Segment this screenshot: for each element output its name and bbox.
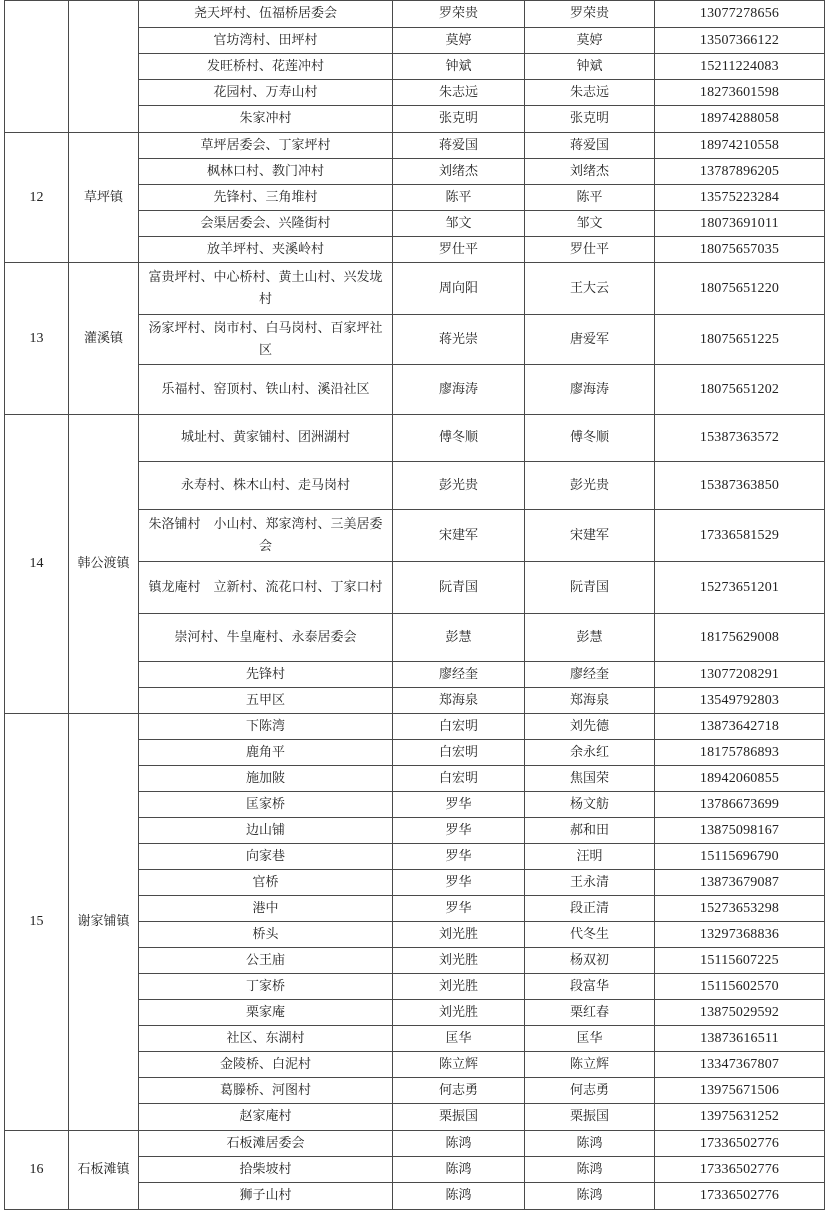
leader-cell: 刘光胜: [393, 922, 525, 948]
leader-cell: 蒋爱国: [393, 133, 525, 159]
villages-cell: 尧天坪村、伍福桥居委会: [139, 1, 393, 28]
phone-number-cell: 18075651225: [655, 315, 825, 365]
leader-cell: 刘光胜: [393, 974, 525, 1000]
phone-number-cell: 13787896205: [655, 159, 825, 185]
leader-cell: 白宏明: [393, 714, 525, 740]
villages-cell: 乐福村、窑顶村、铁山村、溪沿社区: [139, 365, 393, 415]
group-number-cell: 16: [5, 1131, 69, 1210]
phone-number-cell: 15115602570: [655, 974, 825, 1000]
villages-cell: 五甲区: [139, 688, 393, 714]
phone-number-cell: 18942060855: [655, 766, 825, 792]
contact-person-cell: 傅冬顺: [525, 415, 655, 462]
contact-person-cell: 栗红春: [525, 1000, 655, 1026]
leader-cell: 栗振国: [393, 1104, 525, 1131]
contact-person-cell: 段正清: [525, 896, 655, 922]
phone-number-cell: 13077208291: [655, 662, 825, 688]
town-name-cell: 草坪镇: [69, 133, 139, 263]
leader-cell: 陈平: [393, 185, 525, 211]
phone-number-cell: 13975631252: [655, 1104, 825, 1131]
contact-person-cell: 廖海涛: [525, 365, 655, 415]
villages-cell: 边山铺: [139, 818, 393, 844]
contact-person-cell: 郝和田: [525, 818, 655, 844]
table-row: [5, 714, 825, 740]
leader-cell: 蒋光崇: [393, 315, 525, 365]
villages-cell: 先锋村: [139, 662, 393, 688]
phone-number-cell: 13875029592: [655, 1000, 825, 1026]
table-row: [5, 415, 825, 462]
contact-person-cell: 廖经奎: [525, 662, 655, 688]
table-row: [5, 133, 825, 159]
leader-cell: 罗仕平: [393, 237, 525, 263]
phone-number-cell: 13077278656: [655, 1, 825, 28]
contact-person-cell: 栗振国: [525, 1104, 655, 1131]
phone-number-cell: 13873642718: [655, 714, 825, 740]
table-body: [5, 1, 825, 1210]
contact-person-cell: 陈平: [525, 185, 655, 211]
phone-number-cell: 18175629008: [655, 614, 825, 662]
villages-cell: 朱家冲村: [139, 106, 393, 133]
villages-cell: 花园村、万寿山村: [139, 80, 393, 106]
contact-person-cell: 陈鸿: [525, 1157, 655, 1183]
villages-cell: 栗家庵: [139, 1000, 393, 1026]
town-name-cell: 韩公渡镇: [69, 415, 139, 714]
villages-cell: 鹿角平: [139, 740, 393, 766]
villages-cell: 富贵坪村、中心桥村、黄土山村、兴发垅村: [139, 263, 393, 315]
contact-person-cell: 王大云: [525, 263, 655, 315]
phone-number-cell: 18075651220: [655, 263, 825, 315]
phone-number-cell: 15273653298: [655, 896, 825, 922]
table-row: [5, 1131, 825, 1157]
contact-person-cell: 陈鸿: [525, 1131, 655, 1157]
villages-cell: 拾柴坡村: [139, 1157, 393, 1183]
leader-cell: 罗华: [393, 844, 525, 870]
leader-cell: 白宏明: [393, 740, 525, 766]
contact-person-cell: 陈立辉: [525, 1052, 655, 1078]
contact-person-cell: 莫婷: [525, 28, 655, 54]
villages-cell: 镇龙庵村 立新村、流花口村、丁家口村: [139, 562, 393, 614]
phone-number-cell: 18273601598: [655, 80, 825, 106]
villages-cell: 葛滕桥、河图村: [139, 1078, 393, 1104]
leader-cell: 彭光贵: [393, 462, 525, 510]
villages-cell: 草坪居委会、丁家坪村: [139, 133, 393, 159]
leader-cell: 刘光胜: [393, 1000, 525, 1026]
contact-person-cell: 罗仕平: [525, 237, 655, 263]
contact-person-cell: 唐爱军: [525, 315, 655, 365]
leader-cell: 刘绪杰: [393, 159, 525, 185]
contact-person-cell: 何志勇: [525, 1078, 655, 1104]
leader-cell: 宋建军: [393, 510, 525, 562]
villages-cell: 城址村、黄家铺村、团洲湖村: [139, 415, 393, 462]
leader-cell: 陈鸿: [393, 1183, 525, 1210]
villages-cell: 向家巷: [139, 844, 393, 870]
contact-person-cell: 刘先德: [525, 714, 655, 740]
leader-cell: 陈鸿: [393, 1157, 525, 1183]
phone-number-cell: 13347367807: [655, 1052, 825, 1078]
villages-cell: 金陵桥、白泥村: [139, 1052, 393, 1078]
contact-person-cell: 张克明: [525, 106, 655, 133]
phone-number-cell: 17336581529: [655, 510, 825, 562]
contact-person-cell: 匡华: [525, 1026, 655, 1052]
leader-cell: 周向阳: [393, 263, 525, 315]
table-row: [5, 263, 825, 315]
leader-cell: 罗华: [393, 818, 525, 844]
phone-number-cell: 18075657035: [655, 237, 825, 263]
phone-number-cell: 17336502776: [655, 1183, 825, 1210]
phone-number-cell: 13549792803: [655, 688, 825, 714]
phone-number-cell: 18175786893: [655, 740, 825, 766]
villages-cell: 下陈湾: [139, 714, 393, 740]
contact-person-cell: 陈鸿: [525, 1183, 655, 1210]
contact-person-cell: 彭光贵: [525, 462, 655, 510]
leader-cell: 罗华: [393, 792, 525, 818]
leader-cell: 刘光胜: [393, 948, 525, 974]
villages-cell: 会渠居委会、兴隆街村: [139, 211, 393, 237]
villages-cell: 朱洛铺村 小山村、郑家湾村、三美居委会: [139, 510, 393, 562]
villages-cell: 崇河村、牛皇庵村、永泰居委会: [139, 614, 393, 662]
town-name-cell: [69, 1, 139, 133]
town-name-cell: 灌溪镇: [69, 263, 139, 415]
villages-cell: 社区、东湖村: [139, 1026, 393, 1052]
contact-person-cell: 蒋爱国: [525, 133, 655, 159]
phone-number-cell: 13875098167: [655, 818, 825, 844]
contact-person-cell: 代冬生: [525, 922, 655, 948]
phone-number-cell: 15115696790: [655, 844, 825, 870]
phone-number-cell: 15211224083: [655, 54, 825, 80]
villages-cell: 发旺桥村、花莲冲村: [139, 54, 393, 80]
villages-cell: 先锋村、三角堆村: [139, 185, 393, 211]
leader-cell: 张克明: [393, 106, 525, 133]
villages-cell: 官桥: [139, 870, 393, 896]
contact-person-cell: 焦国荣: [525, 766, 655, 792]
phone-number-cell: 15387363850: [655, 462, 825, 510]
leader-cell: 陈鸿: [393, 1131, 525, 1157]
leader-cell: 莫婷: [393, 28, 525, 54]
contact-person-cell: 宋建军: [525, 510, 655, 562]
villages-cell: 官坊湾村、田坪村: [139, 28, 393, 54]
phone-number-cell: 13873679087: [655, 870, 825, 896]
leader-cell: 郑海泉: [393, 688, 525, 714]
town-name-cell: 谢家铺镇: [69, 714, 139, 1131]
phone-number-cell: 15273651201: [655, 562, 825, 614]
villages-cell: 公王庙: [139, 948, 393, 974]
group-number-cell: [5, 1, 69, 133]
table-row: [5, 1, 825, 28]
phone-number-cell: 13575223284: [655, 185, 825, 211]
phone-number-cell: 13297368836: [655, 922, 825, 948]
phone-number-cell: 17336502776: [655, 1131, 825, 1157]
villages-cell: 桥头: [139, 922, 393, 948]
phone-number-cell: 13873616511: [655, 1026, 825, 1052]
leader-cell: 白宏明: [393, 766, 525, 792]
leader-cell: 廖经奎: [393, 662, 525, 688]
villages-cell: 匡家桥: [139, 792, 393, 818]
contact-table: [4, 0, 825, 1210]
phone-number-cell: 13786673699: [655, 792, 825, 818]
contact-person-cell: 段富华: [525, 974, 655, 1000]
phone-number-cell: 17336502776: [655, 1157, 825, 1183]
leader-cell: 罗华: [393, 896, 525, 922]
contact-person-cell: 余永红: [525, 740, 655, 766]
contact-person-cell: 钟斌: [525, 54, 655, 80]
contact-person-cell: 邹文: [525, 211, 655, 237]
leader-cell: 何志勇: [393, 1078, 525, 1104]
villages-cell: 丁家桥: [139, 974, 393, 1000]
leader-cell: 罗华: [393, 870, 525, 896]
contact-person-cell: 罗荣贵: [525, 1, 655, 28]
leader-cell: 朱志远: [393, 80, 525, 106]
contact-person-cell: 郑海泉: [525, 688, 655, 714]
villages-cell: 永寿村、株木山村、走马岗村: [139, 462, 393, 510]
phone-number-cell: 18974210558: [655, 133, 825, 159]
villages-cell: 狮子山村: [139, 1183, 393, 1210]
group-number-cell: 12: [5, 133, 69, 263]
leader-cell: 傅冬顺: [393, 415, 525, 462]
contact-person-cell: 杨文舫: [525, 792, 655, 818]
phone-number-cell: 15115607225: [655, 948, 825, 974]
leader-cell: 钟斌: [393, 54, 525, 80]
group-number-cell: 14: [5, 415, 69, 714]
contact-person-cell: 王永清: [525, 870, 655, 896]
villages-cell: 枫林口村、教门冲村: [139, 159, 393, 185]
villages-cell: 赵家庵村: [139, 1104, 393, 1131]
villages-cell: 汤家坪村、岗市村、白马岗村、百家坪社区: [139, 315, 393, 365]
leader-cell: 彭慧: [393, 614, 525, 662]
contact-person-cell: 彭慧: [525, 614, 655, 662]
group-number-cell: 13: [5, 263, 69, 415]
phone-number-cell: 13975671506: [655, 1078, 825, 1104]
phone-number-cell: 13507366122: [655, 28, 825, 54]
villages-cell: 放羊坪村、夹溪岭村: [139, 237, 393, 263]
leader-cell: 匡华: [393, 1026, 525, 1052]
phone-number-cell: 18075651202: [655, 365, 825, 415]
town-name-cell: 石板滩镇: [69, 1131, 139, 1210]
leader-cell: 陈立辉: [393, 1052, 525, 1078]
leader-cell: 廖海涛: [393, 365, 525, 415]
contact-person-cell: 刘绪杰: [525, 159, 655, 185]
villages-cell: 施加陂: [139, 766, 393, 792]
contact-person-cell: 杨双初: [525, 948, 655, 974]
leader-cell: 邹文: [393, 211, 525, 237]
group-number-cell: 15: [5, 714, 69, 1131]
contact-person-cell: 汪明: [525, 844, 655, 870]
phone-number-cell: 18974288058: [655, 106, 825, 133]
leader-cell: 阮青国: [393, 562, 525, 614]
contact-person-cell: 朱志远: [525, 80, 655, 106]
villages-cell: 石板滩居委会: [139, 1131, 393, 1157]
phone-number-cell: 18073691011: [655, 211, 825, 237]
leader-cell: 罗荣贵: [393, 1, 525, 28]
contact-person-cell: 阮青国: [525, 562, 655, 614]
villages-cell: 港中: [139, 896, 393, 922]
phone-number-cell: 15387363572: [655, 415, 825, 462]
